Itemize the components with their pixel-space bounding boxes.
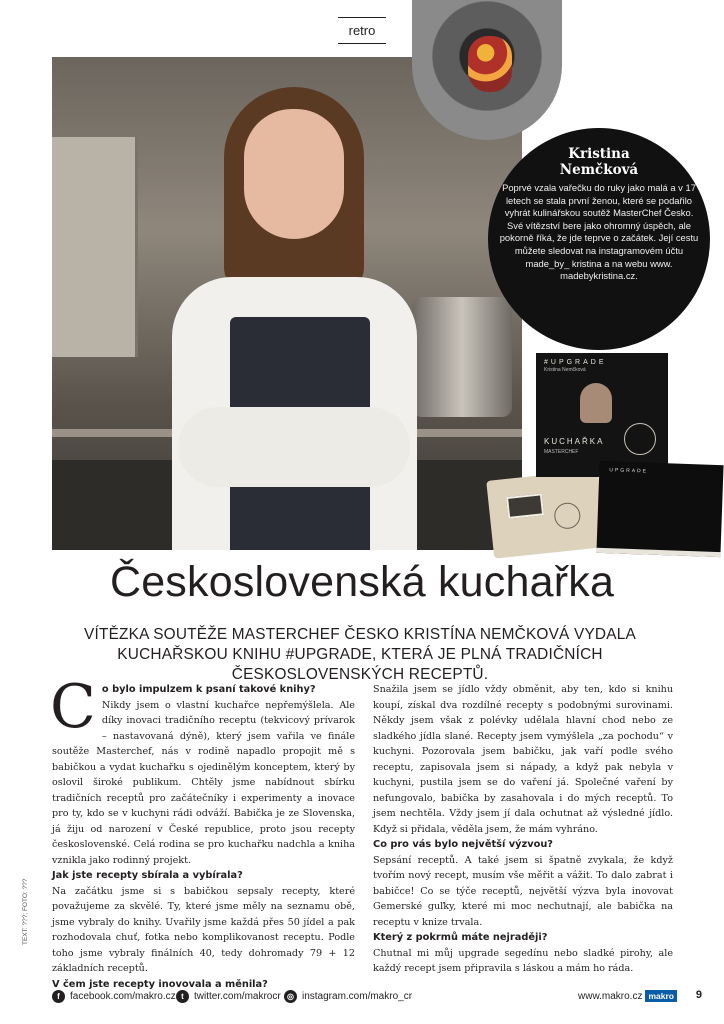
kitchen-oven [52, 137, 138, 357]
page-number: 9 [695, 989, 702, 1001]
bio-first-name: Kristina [568, 146, 630, 162]
bio-text: Poprvé vzala vařečku do ruky jako malá a v 17 letech se stala první ženou, které se podařilo vyhrát kulinářskou soutěž MasterChef Česko. Své vítězství bere jako ohromný úspěch, ale pokorně říká, že jde teprve o začátek. Její cestu můžete sledovat na instagramovém účtu made_by_ kristina a na webu www. madebykristina.cz. [499, 182, 699, 282]
question-5: Který z pokrmů máte nejraději? [373, 932, 548, 943]
dish-plate-photo [412, 0, 562, 140]
book-tagline: MASTERCHEF [544, 449, 579, 455]
twitter-icon: t [176, 990, 189, 1003]
answer-4: Sepsání receptů. A také jsem si špatně zvykala, že když tvořím nový recept, musím vše měřit a vážit. To dalo zabrat i babičce! Co se týče receptů, největší výzva byla inovovat Gemerské guľky, které mi moc nechutnají, ale babička na receptu v knize trvala. [373, 854, 673, 928]
bag-stamp [553, 501, 582, 530]
book-cover [536, 353, 668, 477]
instagram-icon: ◎ [284, 990, 297, 1003]
bio-bubble [488, 128, 710, 350]
book-back [596, 461, 723, 557]
section-label: retro [348, 23, 376, 38]
footer [52, 990, 702, 1008]
book-seal [624, 423, 656, 455]
bag-polaroid [506, 493, 544, 519]
question-2: Jak jste recepty sbírala a vybírala? [52, 870, 243, 881]
facebook-icon: f [52, 990, 65, 1003]
headline: Československá kuchařka [109, 558, 615, 606]
section-rule-top [338, 17, 386, 18]
article-column-right [373, 682, 673, 977]
site-link[interactable]: www.makro.cz [578, 990, 643, 1002]
answer-5: Chutnal mi můj upgrade segedínu nebo sladké pirohy, ale každý recept jsem připravila s láskou a mám ho ráda. [373, 947, 673, 974]
facebook-link[interactable]: facebook.com/makro.cz [70, 991, 176, 1002]
lead-paragraph: VÍTĚZKA SOUTĚŽE MASTERCHEF ČESKO KRISTÍNA NEMČKOVÁ VYDALA KUCHAŘSKOU KNIHU #UPGRADE, KTERÁ JE PLNÁ TRADIČNÍCH ČESKOSLOVENSKÝCH RECEPTŮ. [84, 626, 636, 683]
book-title: #UPGRADE [544, 359, 607, 366]
book-subtitle: KUCHAŘKA [544, 437, 605, 446]
section-tag [338, 23, 386, 38]
chef-face [244, 109, 344, 239]
article-column-left [50, 672, 355, 992]
section-rule-bottom [338, 43, 386, 44]
makro-logo: makro [645, 990, 677, 1002]
footer-site[interactable] [578, 990, 677, 1002]
chef-portrait [172, 87, 432, 550]
linen-bag-photo [486, 469, 606, 558]
photo-credit: TEXT: ???; FOTO: ??? [22, 878, 29, 945]
dropcap: C [50, 672, 96, 742]
answer-3: Snažila jsem se jídlo vždy obměnit, aby ten, kdo si knihu koupí, získal dva rozdílné recepty s podobnými surovinami. Někdy jsem však z polévky udělala hlavní chod nebo ze sladkého jídla slané. Recepty jsem vymýšlela „za pochodu“ v kuchyni. Pozorovala jsem babičku, jak vaří podle svého receptu, zapisovala jsem si nápady, a když pak nebyla v kuchyni, pustila jsem se do vaření já. Společné vaření by nefungovalo, babička by zasahovala i do mých receptů. To jsem nechtěla. Vždy jsem jí dala ochutnat až výsledné jídlo. Když si přidala, věděla jsem, že mám vyhráno. [373, 684, 673, 835]
answer-1: Nikdy jsem o vlastní kuchařce nepřemýšlela. Ale díky inovaci tradičního receptu (tekvicový prívarok – nastavovaná dýně), který jsem vařila ve finále soutěže Masterchef, nás v rodině napadlo propojit mě s babičkou a vydat kuchařku s ojedinělým konceptem, který by oslovil široké publikum. Chtěly jsme nabídnout sbírku tradičních receptů pro začátečníky i experimenty a inovace pro ty, kdo se v kuchyni rádi odváží. Babička je ze Slovenska, já žiju od narození v České republice, proto jsou recepty československé. Celá rodina se pro kuchařku nadchla a kniha vznikla jako rodinný projekt. [52, 699, 355, 866]
book-cover-portrait [580, 383, 612, 423]
footer-facebook[interactable] [52, 990, 176, 1003]
question-3: V čem jste recepty inovovala a měnila? [52, 978, 268, 990]
question-4: Co pro vás bylo největší výzvou? [373, 839, 553, 850]
instagram-link[interactable]: instagram.com/makro_cr [302, 991, 413, 1002]
chef-crossed-arms [178, 407, 410, 487]
book-back-title: UPGRADE [609, 467, 649, 475]
dish-food [468, 36, 512, 92]
question-1: o bylo impulzem k psaní takové knihy? [101, 684, 316, 695]
bio-last-name: Nemčková [559, 162, 639, 178]
book-author: Kristina Nemčková [544, 367, 586, 373]
footer-instagram[interactable] [284, 990, 412, 1003]
twitter-link[interactable]: twitter.com/makrocr [194, 991, 281, 1002]
bio-name [498, 146, 700, 178]
answer-2: Na začátku jsme si s babičkou sepsaly recepty, které považujeme za skvělé. Ty, které jsme měly na seznamu obě, jsme vybraly do knihy. Uvařily jsme každá přes 50 jídel a pak rozhodovala chuť, fotka nebo komplikovanost receptu. Podle toho jsme vybraly finálních 40, tedy dohromady 79 + 12 základních receptů. [52, 885, 355, 974]
footer-twitter[interactable] [176, 990, 281, 1003]
